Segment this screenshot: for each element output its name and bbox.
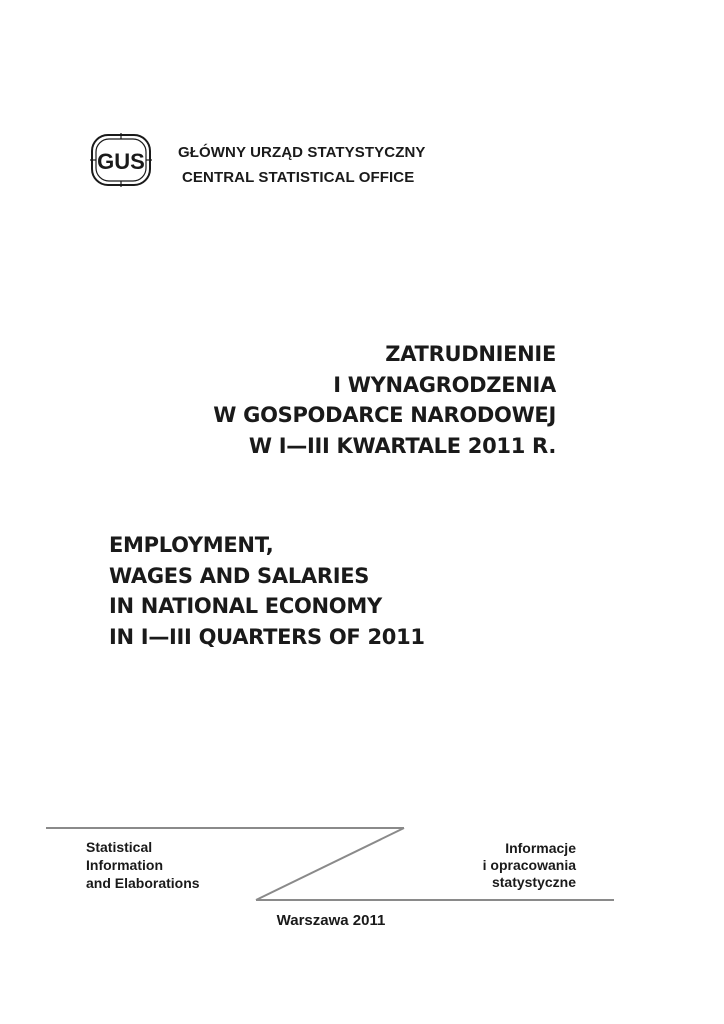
title-pl-line: W I—III KWARTALE 2011 R. — [248, 433, 556, 458]
series-en-line: Statistical — [86, 839, 153, 855]
publisher-name-en: CENTRAL STATISTICAL OFFICE — [182, 169, 415, 186]
title-pl-line: I WYNAGRODZENIA — [333, 372, 556, 397]
place-year: Warszawa 2011 — [276, 912, 386, 929]
series-name-en — [86, 838, 200, 892]
series-en-line: Information — [86, 857, 163, 873]
series-pl-line: statystyczne — [491, 874, 576, 890]
series-pl-line: Informacje — [505, 840, 576, 856]
title-pl-line: W GOSPODARCE NARODOWEJ — [213, 403, 556, 427]
series-name-pl — [483, 840, 576, 891]
publisher-name-pl: GŁÓWNY URZĄD STATYSTYCZNY — [178, 144, 426, 161]
title-en-line: EMPLOYMENT, — [109, 533, 274, 557]
series-pl-line: i opracowania — [482, 857, 576, 873]
title-en-line: WAGES AND SALARIES — [109, 563, 370, 588]
title-en-line: IN I—III QUARTERS OF 2011 — [109, 624, 425, 649]
title-en-line: IN NATIONAL ECONOMY — [109, 594, 382, 618]
title-pl-line: ZATRUDNIENIE — [385, 342, 556, 366]
logo-text: GUS — [97, 149, 145, 174]
series-en-line: and Elaborations — [86, 875, 200, 891]
